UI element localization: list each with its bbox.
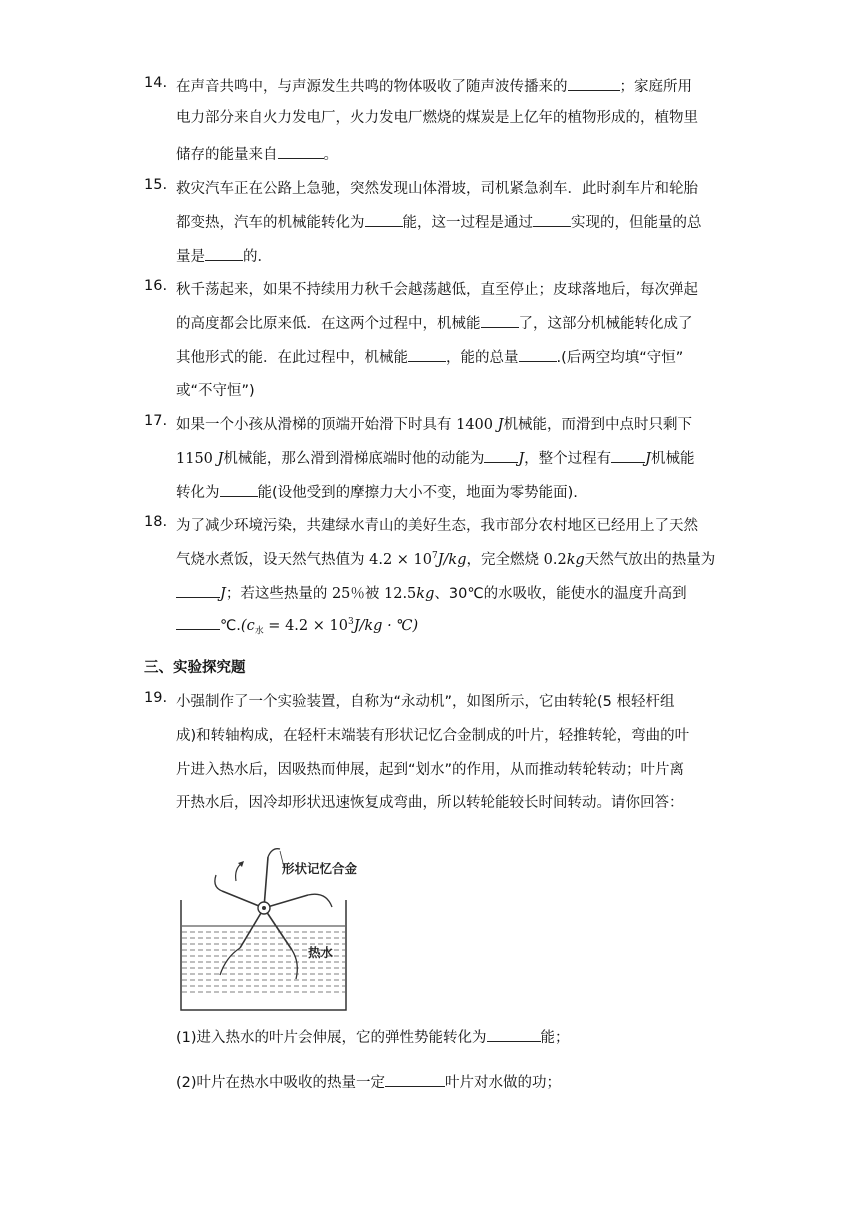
question-line: 成)和转轴构成，在轻杆末端装有形状记忆合金制成的叶片，轻推转轮，弯曲的叶: [176, 728, 690, 744]
question-line: 都变热，汽车的机械能转化为 能，这一过程是通过 实现的，但能量的总: [176, 215, 702, 231]
question-line: J；若这些热量的 25％被 12.5kg、30℃的水吸收，能使水的温度升高到: [176, 582, 687, 603]
question-line: 1150 J机械能，那么滑到滑梯底端时他的动能为 J，整个过程有 J机械能: [176, 451, 695, 467]
question-number: 18.: [144, 514, 168, 530]
question-number: 19.: [144, 690, 168, 706]
question-number: 16.: [144, 278, 168, 294]
answer-blank[interactable]: [481, 326, 519, 328]
question-line: 秋千荡起来，如果不持续用力秋千会越荡越低，直至停止；皮球落地后，每次弹起: [176, 282, 698, 298]
answer-blank[interactable]: [487, 1040, 541, 1042]
question-line: 在声音共鸣中，与声源发生共鸣的物体吸收了随声波传播来的 ；家庭所用: [176, 79, 692, 95]
question-line: 开热水后，因冷却形状迅速恢复成弯曲，所以转轮能较长时间转动。请你回答：: [176, 795, 684, 811]
sub-question-2: (2)叶片在热水中吸收的热量一定 叶片对水做的功；: [176, 1075, 562, 1091]
question-line: 片进入热水后，因吸热而伸展，起到“划水”的作用，从而推动转轮转动；叶片离: [176, 762, 685, 778]
question-line: $℃.(c_水 = 4.2 \times 10^3J/kg$ · ℃): [176, 617, 418, 637]
answer-blank[interactable]: [176, 596, 220, 598]
question-line: 如果一个小孩从滑梯的顶端开始滑下时具有 1400 J机械能，而滑到中点时只剩下: [176, 417, 692, 433]
answer-blank[interactable]: [533, 225, 571, 227]
answer-blank[interactable]: [220, 495, 258, 497]
question-line: 电力部分来自火力发电厂，火力发电厂燃烧的煤炭是上亿年的植物形成的，植物里: [176, 110, 698, 126]
answer-blank[interactable]: [611, 461, 645, 463]
water-hatching: [182, 932, 345, 992]
answer-blank[interactable]: [205, 259, 243, 261]
question-line: 转化为 能(设他受到的摩擦力大小不变，地面为零势能面).: [176, 485, 578, 501]
question-line: 小强制作了一个实验装置，自称为“永动机”，如图所示，它由转轮(5 根轻杆组: [176, 694, 675, 710]
question-line: 的高度都会比原来低．在这两个过程中，机械能 了，这部分机械能转化成了: [176, 316, 693, 332]
figure-label-water: 热水: [308, 945, 334, 960]
answer-blank[interactable]: [278, 157, 324, 159]
question-number: 15.: [144, 177, 168, 193]
question-line: 储存的能量来自 。: [176, 147, 338, 163]
answer-blank[interactable]: [408, 360, 446, 362]
question-line: 量是 的．: [176, 249, 272, 265]
question-number: 14.: [144, 75, 168, 91]
section-heading: 三、实验探究题: [144, 660, 246, 676]
question-line: 救灾汽车正在公路上急驰，突然发现山体滑坡，司机紧急刹车．此时刹车片和轮胎: [176, 181, 698, 197]
answer-blank[interactable]: [484, 461, 518, 463]
answer-blank[interactable]: [568, 89, 620, 91]
answer-blank[interactable]: [385, 1085, 445, 1087]
question-line: 或“不守恒”): [176, 383, 255, 399]
figure-label-alloy: 形状记忆合金: [282, 861, 358, 876]
answer-blank[interactable]: [176, 628, 220, 630]
question-line: 气烧水煮饭，设天然气热值为 $4.2 \times 10^7J/kg$，完全燃烧 0.2kg天然气放出的热量为: [176, 551, 716, 568]
answer-blank[interactable]: [519, 360, 557, 362]
perpetual-motion-figure: [176, 845, 376, 1015]
question-number: 17.: [144, 413, 168, 429]
question-line: 其他形式的能．在此过程中，机械能 ，能的总量 .(后两空均填“守恒”: [176, 350, 684, 366]
answer-blank[interactable]: [365, 225, 403, 227]
question-line: 为了减少环境污染，共建绿水青山的美好生态，我市部分农村地区已经用上了天然: [176, 518, 698, 534]
sub-question-1: (1)进入热水的叶片会伸展，它的弹性势能转化为 能；: [176, 1030, 570, 1046]
